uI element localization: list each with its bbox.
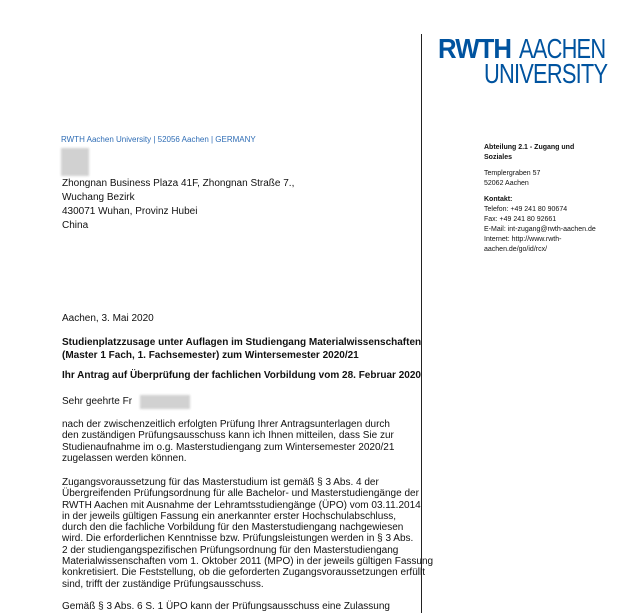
paragraph-3 xyxy=(62,601,462,612)
address-line: Wuchang Bezirk xyxy=(62,192,135,203)
paragraph-line: konkretisiert. Die Feststellung, ob die geforderten Zugangsvoraussetzungen erfüllt xyxy=(62,567,425,579)
department-label: Abteilung 2.1 - Zugang und Soziales xyxy=(484,144,575,161)
paragraph-line: Zugangsvoraussetzung für das Masterstudium ist gemäß § 3 Abs. 4 der xyxy=(62,477,379,488)
logo-aachen-text: AACHEN xyxy=(519,33,606,64)
redacted-salutation-name xyxy=(140,395,190,409)
paragraph-line: sind, trifft der zuständige Prüfungsausschuss. xyxy=(62,578,264,590)
address-line: Zhongnan Business Plaza 41F, Zhongnan Straße 7., xyxy=(62,178,295,189)
paragraph-2 xyxy=(62,477,462,590)
right-info-column xyxy=(484,143,604,255)
city-address: 52062 Aachen xyxy=(484,180,529,187)
address-line: 430071 Wuhan, Provinz Hubei xyxy=(62,206,198,217)
subject-reference: Ihr Antrag auf Überprüfung der fachlichen Vorbildung vom 28. Februar 2020 xyxy=(62,370,421,381)
paragraph-line: zugelassen werden können. xyxy=(62,452,187,464)
paragraph-line: nach der zwischenzeitlich erfolgten Prüfung Ihrer Antragsunterlagen durch xyxy=(62,419,390,430)
contact-label: Kontakt: xyxy=(484,196,513,203)
address-line: China xyxy=(62,220,89,231)
paragraph-line: 2 der studiengangspezifischen Prüfungsordnung für den Masterstudiengang xyxy=(62,544,399,556)
logo-rwth-text: RWTH xyxy=(438,33,512,64)
salutation: Sehr geehrte Fr xyxy=(62,396,133,407)
street-address: Templergraben 57 xyxy=(484,170,541,177)
internet-address: Internet: http://www.rwth-aachen.de/go/id/rcx/ xyxy=(484,236,562,253)
paragraph-1 xyxy=(62,419,462,464)
subject-line: (Master 1 Fach, 1. Fachsemester) zum Wintersemester 2020/21 xyxy=(62,350,359,361)
paragraph-line: RWTH Aachen mit Ausnahme der Lehramtsstudiengänge (ÜPO) vom 03.11.2014 xyxy=(62,499,421,511)
logo-university-text: UNIVERSITY xyxy=(484,58,608,89)
paragraph-line: in der jeweils gültigen Fassung ein anerkannter erster Hochschulabschluss, xyxy=(62,510,397,522)
subject-heading xyxy=(62,336,422,362)
email-address: E-Mail: int-zugang@rwth-aachen.de xyxy=(484,226,596,233)
paragraph-line: wird. Die erforderlichen Kenntnisse bzw. Prüfungsleistungen werden in § 3 Abs. xyxy=(62,533,414,545)
paragraph-line: durch den die fachliche Vorbildung für den Masterstudiengang nachgewiesen xyxy=(62,522,404,534)
paragraph-line: den zuständigen Prüfungsausschuss kann ich Ihnen mitteilen, dass Sie zur xyxy=(62,430,394,442)
paragraph-line: Übergreifenden Prüfungsordnung für alle Bachelor- und Masterstudiengänge der xyxy=(62,488,419,500)
paragraph-line: Gemäß § 3 Abs. 6 S. 1 ÜPO kann der Prüfungsausschuss eine Zulassung xyxy=(62,601,390,612)
redacted-name xyxy=(61,148,89,176)
fax-number: Fax: +49 241 80 92661 xyxy=(484,216,557,223)
letter-date: Aachen, 3. Mai 2020 xyxy=(62,313,154,324)
paragraph-line: Studienaufnahme im o.g. Masterstudiengang zum Wintersemester 2020/21 xyxy=(62,441,395,453)
paragraph-line: Materialwissenschaften vom 1. Oktober 2011 (MPO) in der jeweils gültigen Fassung xyxy=(62,556,434,568)
sender-line: RWTH Aachen University | 52056 Aachen | GERMANY xyxy=(61,135,256,144)
phone-number: Telefon: +49 241 80 90674 xyxy=(484,206,568,213)
recipient-address xyxy=(62,177,294,233)
subject-line: Studienplatzzusage unter Auflagen im Studiengang Materialwissenschaften xyxy=(62,337,422,348)
